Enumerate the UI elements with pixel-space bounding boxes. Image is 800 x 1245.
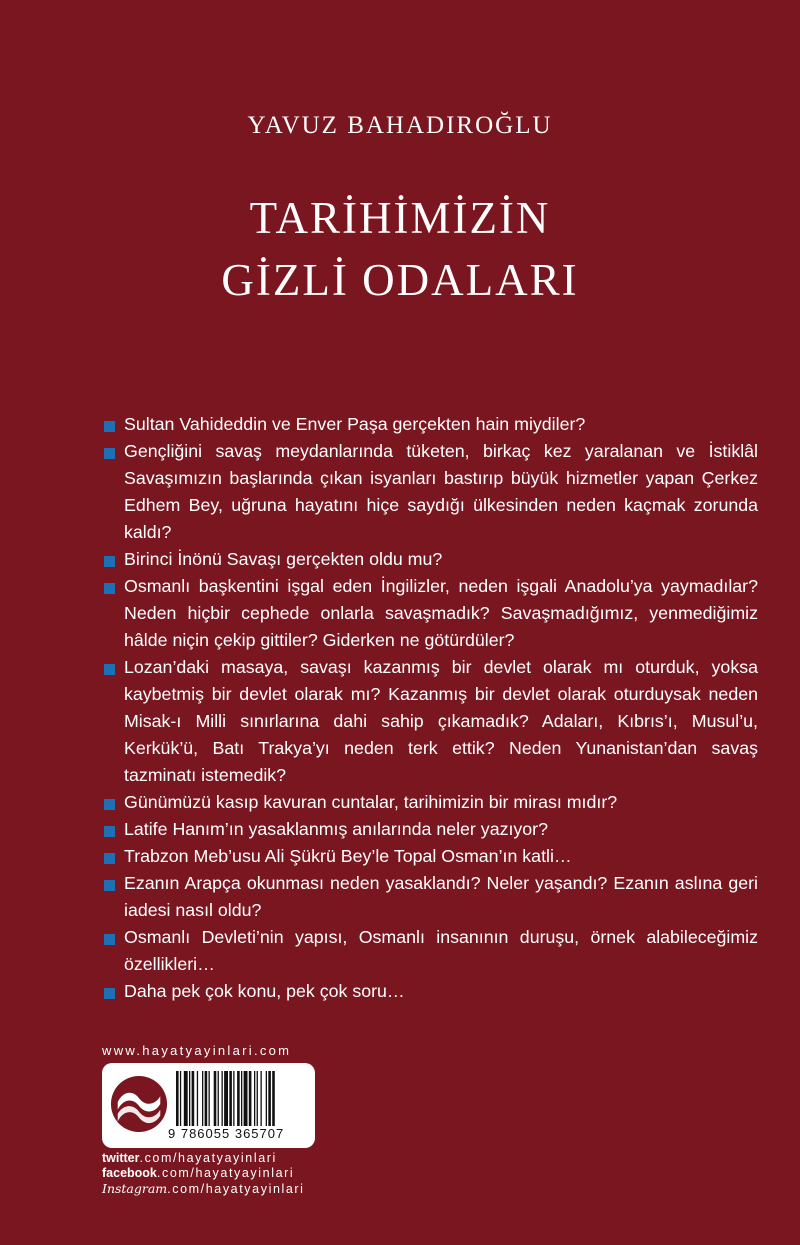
facebook-line	[102, 1166, 294, 1180]
barcode-bar	[218, 1071, 219, 1126]
bullet-icon	[104, 934, 115, 945]
bullet-icon	[104, 853, 115, 864]
question-text: Osmanlı başkentini işgal eden İngilizler, neden işgali Anadolu’ya yaymadılar? Neden hiçbir cephede onlarla savaşmadık? Savaşmadığımız, yenmediğimiz hâlde niçin çekip gittiler? Giderken ne götürdüler?	[124, 576, 758, 650]
question-text: Günümüzü kasıp kavuran cuntalar, tarihimizin bir mirası mıdır?	[124, 792, 618, 812]
barcode-bar	[233, 1071, 234, 1126]
barcode-icon	[174, 1071, 308, 1126]
barcode-bar	[224, 1071, 228, 1126]
question-text: Trabzon Meb’usu Ali Şükrü Bey’le Topal Osman’ın katli…	[124, 846, 572, 866]
instagram-brand: Instagram	[102, 1181, 168, 1196]
bullet-icon	[104, 664, 115, 675]
question-text: Gençliğini savaş meydanlarında tüketen, birkaç kez yaralanan ve İstiklâl Savaşımızın başlarında çıkan isyanları bastırıp büyük hizmetler yapan Çerkez Edhem Bey, uğruna hayatını hiçe saydığı ülkesinden neden kaçmak zorunda kaldı?	[124, 441, 758, 542]
book-title-line-1: TARİHİMİZİN	[249, 193, 551, 243]
bullet-icon	[104, 583, 115, 594]
list-item	[104, 870, 758, 924]
instagram-handle: .com/hayatyayinlari	[167, 1182, 305, 1196]
list-item	[104, 654, 758, 789]
barcode-bar	[261, 1071, 262, 1126]
question-text: Lozan’daki masaya, savaşı kazanmış bir devlet olarak mı oturduk, yoksa kaybetmiş bir devlet olarak mı? Kazanmış bir devlet olarak oturduysak neden Misak-ı Milli sınırlarına dahi sahip çıkamadık? Adaları, Kıbrıs’ı, Musul’u, Kerkük’ü, Batı Trakya’yı neden terk ettik? Neden Yunanistan’dan savaş tazminatı istemedik?	[124, 657, 758, 785]
bullet-icon	[104, 556, 115, 567]
author-name: YAVUZ BAHADIROĞLU	[247, 112, 553, 139]
barcode-bar	[244, 1071, 248, 1126]
list-item	[104, 438, 758, 546]
twitter-handle: .com/hayatyayinlari	[139, 1151, 277, 1165]
barcode-bar	[180, 1071, 181, 1126]
barcode-bar	[189, 1071, 190, 1126]
question-text: Latife Hanım’ın yasaklanmış anılarında neler yazıyor?	[124, 819, 548, 839]
book-title-line-2: GİZLİ ODALARI	[221, 255, 579, 305]
list-item	[104, 843, 758, 870]
list-item	[104, 546, 758, 573]
barcode-bar	[237, 1071, 240, 1126]
list-item	[104, 411, 758, 438]
question-text: Osmanlı Devleti’nin yapısı, Osmanlı insanının duruşu, örnek alabileceğimiz özellikleri…	[124, 927, 758, 974]
list-item	[104, 816, 758, 843]
barcode-bar	[176, 1071, 179, 1126]
barcode-bar	[254, 1071, 255, 1126]
bullet-icon	[104, 448, 115, 459]
website-url: www.hayatyayinlari.com	[102, 1043, 292, 1058]
barcode-box	[102, 1063, 315, 1148]
barcode-bar	[209, 1071, 210, 1126]
bullet-icon	[104, 421, 115, 432]
barcode-bar	[192, 1071, 195, 1126]
barcode-bar	[202, 1071, 203, 1126]
question-list	[104, 411, 758, 1005]
barcode-bar	[214, 1071, 217, 1126]
instagram-line	[102, 1181, 305, 1196]
bullet-icon	[104, 988, 115, 999]
barcode-bar	[241, 1071, 242, 1126]
barcode-bar	[229, 1071, 232, 1126]
facebook-brand: facebook	[102, 1166, 157, 1180]
twitter-brand: twitter	[102, 1151, 140, 1165]
barcode-bar	[257, 1071, 258, 1126]
bullet-icon	[104, 799, 115, 810]
barcode-bar	[184, 1071, 188, 1126]
barcode-bar	[205, 1071, 208, 1126]
question-text: Daha pek çok konu, pek çok soru…	[124, 981, 405, 1001]
list-item	[104, 924, 758, 978]
question-text: Ezanın Arapça okunması neden yasaklandı? Neler yaşandı? Ezanın aslına geri iadesi nasıl oldu?	[124, 873, 758, 920]
bullet-icon	[104, 880, 115, 891]
question-text: Birinci İnönü Savaşı gerçekten oldu mu?	[124, 549, 443, 569]
barcode-bar	[268, 1071, 271, 1126]
twitter-line	[102, 1151, 277, 1165]
barcode-bar	[222, 1071, 223, 1126]
publisher-logo-icon	[110, 1075, 168, 1133]
barcode-bar	[249, 1071, 252, 1126]
facebook-handle: .com/hayatyayinlari	[156, 1166, 295, 1180]
barcode-bar	[197, 1071, 198, 1126]
bullet-icon	[104, 826, 115, 837]
barcode-bar	[272, 1071, 275, 1126]
list-item	[104, 978, 758, 1005]
list-item	[104, 789, 758, 816]
isbn-number: 9 786055 365707	[168, 1126, 285, 1141]
list-item	[104, 573, 758, 654]
barcode-bar	[266, 1071, 267, 1126]
question-text: Sultan Vahideddin ve Enver Paşa gerçekten hain miydiler?	[124, 414, 586, 434]
